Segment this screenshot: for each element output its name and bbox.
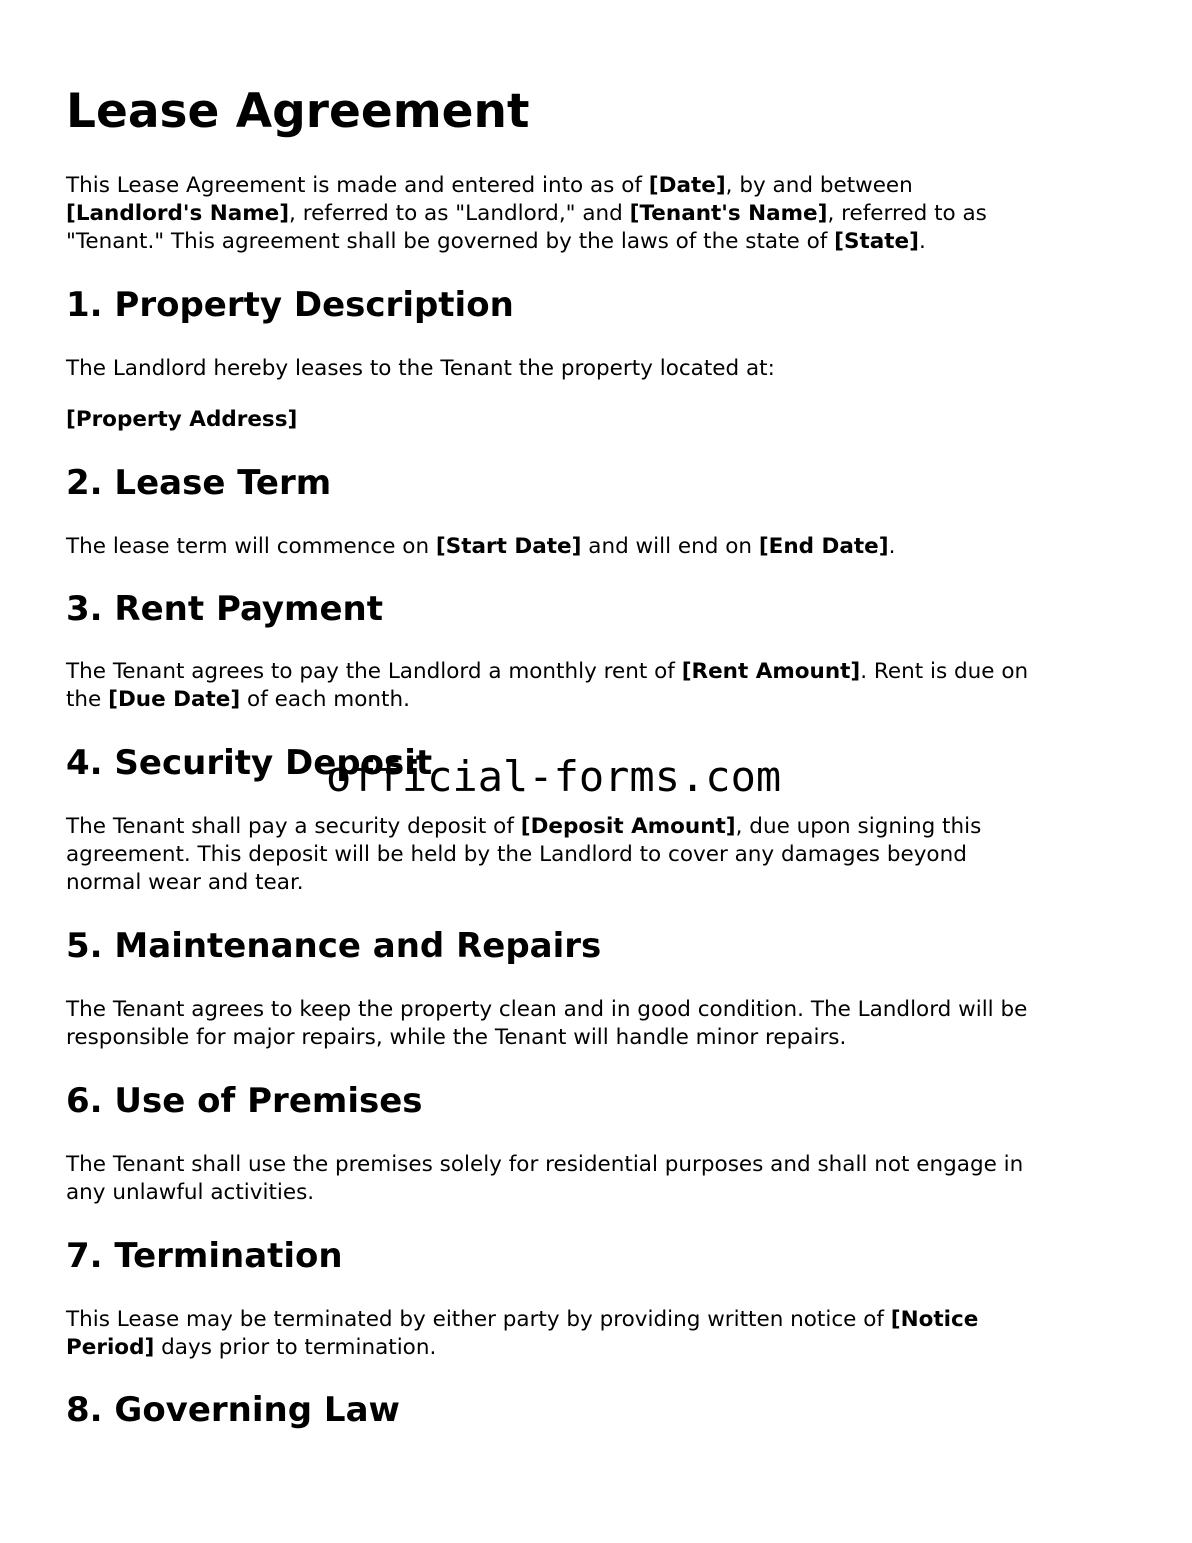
intro-text: "Tenant." This agreement shall be governed by the laws of the state of [66, 228, 835, 254]
deposit-text: normal wear and tear. [66, 869, 304, 895]
lease-term-paragraph [66, 533, 1126, 561]
section-heading-lease-term: 2. Lease Term [66, 463, 332, 503]
premises-text: The Tenant shall use the premises solely for residential purposes and shall not engage in [66, 1152, 1024, 1177]
deposit-amount-placeholder: [Deposit Amount] [520, 814, 736, 839]
rent-text: . Rent is due on [860, 659, 1029, 684]
intro-text: This Lease Agreement is made and entered into as of [66, 173, 649, 198]
document-title: Lease Agreement [66, 84, 530, 139]
lease-term-text: and will end on [581, 534, 759, 559]
use-of-premises-paragraph [66, 1151, 1126, 1207]
termination-text: This Lease may be terminated by either party by providing written notice of [66, 1307, 891, 1332]
rent-text: of each month. [240, 686, 410, 712]
intro-text: , referred to as [827, 200, 987, 226]
tenant-name-placeholder: [Tenant's Name] [629, 200, 828, 226]
start-date-placeholder: [Start Date] [435, 534, 582, 559]
state-placeholder: [State] [834, 228, 919, 254]
lease-term-text: . [888, 534, 896, 559]
intro-text: , referred to as "Landlord," and [289, 200, 630, 226]
section-heading-rent-payment: 3. Rent Payment [66, 589, 383, 629]
rent-text: The Tenant agrees to pay the Landlord a monthly rent of [66, 659, 682, 684]
section-heading-maintenance: 5. Maintenance and Repairs [66, 926, 602, 966]
section-heading-termination: 7. Termination [66, 1236, 343, 1276]
maintenance-paragraph [66, 996, 1126, 1052]
intro-text: , by and between [725, 173, 913, 198]
premises-text: any unlawful activities. [66, 1179, 315, 1205]
end-date-placeholder: [End Date] [758, 534, 889, 559]
termination-text: days prior to termination. [154, 1334, 437, 1360]
intro-text: . [918, 228, 926, 254]
date-placeholder: [Date] [648, 173, 726, 198]
deposit-text: agreement. This deposit will be held by the Landlord to cover any damages beyond [66, 841, 967, 867]
section-heading-property-description: 1. Property Description [66, 285, 514, 325]
deposit-text: The Tenant shall pay a security deposit of [66, 814, 521, 839]
due-date-placeholder: [Due Date] [108, 686, 241, 712]
section-heading-use-of-premises: 6. Use of Premises [66, 1081, 423, 1121]
notice-period-placeholder: Period] [66, 1334, 155, 1360]
lease-term-text: The lease term will commence on [66, 534, 436, 559]
section-heading-security-deposit: 4. Security Deposit [66, 743, 433, 783]
rent-text: the [66, 686, 109, 712]
watermark-text: official-forms.com [326, 752, 782, 801]
landlord-name-placeholder: [Landlord's Name] [66, 200, 290, 226]
rent-payment-paragraph [66, 658, 1126, 714]
property-description-text: The Landlord hereby leases to the Tenant the property located at: [66, 356, 775, 381]
section-heading-governing-law: 8. Governing Law [66, 1390, 400, 1430]
termination-paragraph [66, 1306, 1126, 1362]
deposit-text: , due upon signing this [735, 814, 982, 839]
intro-paragraph [66, 172, 1126, 255]
security-deposit-paragraph [66, 813, 1126, 896]
property-address-placeholder [66, 406, 1126, 434]
maintenance-text: responsible for major repairs, while the Tenant will handle minor repairs. [66, 1024, 847, 1050]
notice-period-placeholder: [Notice [890, 1307, 979, 1332]
property-address: [Property Address] [66, 407, 298, 432]
maintenance-text: The Tenant agrees to keep the property clean and in good condition. The Landlord will be [66, 997, 1028, 1022]
rent-amount-placeholder: [Rent Amount] [681, 659, 861, 684]
